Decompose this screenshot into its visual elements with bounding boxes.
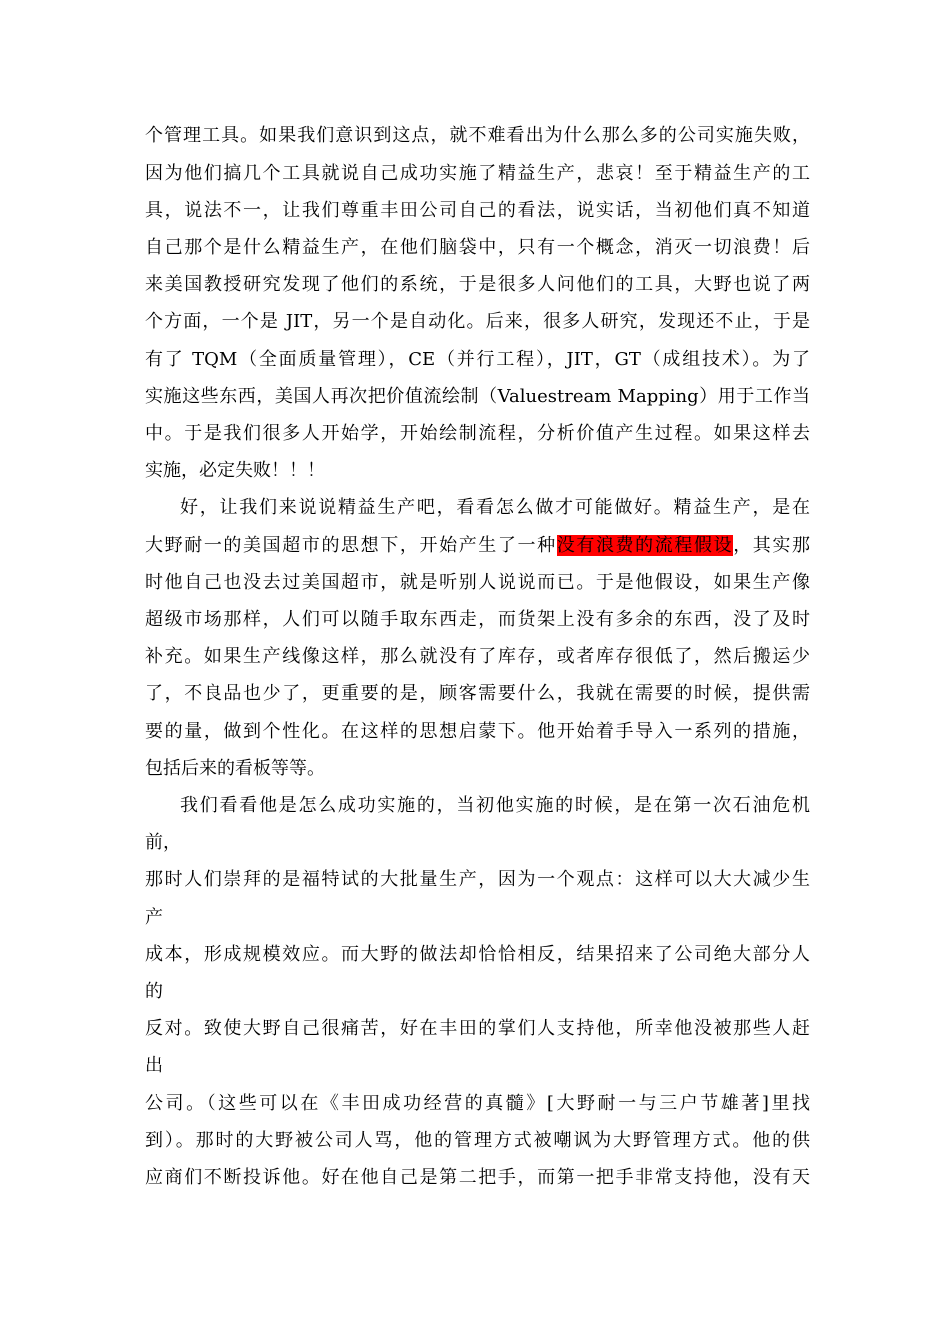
text-line: 自己那个是什么精益生产，在他们脑袋中，只有一个概念，消灭一切浪费！后 [145, 237, 810, 258]
text-line: 成本，形成规模效应。而大野的做法却恰恰相反，结果招来了公司绝大部分人 [145, 944, 810, 965]
text-line: 前， [145, 832, 181, 853]
text-line: 公司。（这些可以在《丰田成功经营的真髓》[大野耐一与三户节雄著]里找 [145, 1093, 810, 1114]
text-line: 来美国教授研究发现了他们的系统，于是很多人问他们的工具，大野也说了两 [145, 274, 810, 295]
text-line: 个管理工具。如果我们意识到这点，就不难看出为什么那么多的公司实施失败， [145, 125, 810, 146]
text-line: 到）。那时的大野被公司人骂，他的管理方式被嘲讽为大野管理方式。他的供 [145, 1130, 810, 1151]
text-line: 反对。致使大野自己很痛苦，好在丰田的掌们人支持他，所幸他没被那些人赶 [145, 1018, 810, 1039]
text-segment: 大野耐一的美国超市的思想下，开始产生了一种 [145, 535, 557, 556]
text-segment: ，其实那 [733, 535, 810, 556]
text-line: 应商们不断投诉他。好在他自己是第二把手，而第一把手非常支持他，没有天 [145, 1167, 810, 1188]
text-line: 中。于是我们很多人开始学，开始绘制流程，分析价值产生过程。如果这样去 [145, 423, 810, 444]
text-line: 实施这些东西，美国人再次把价值流绘制（Valuestream Mapping）用于工作当 [145, 386, 810, 407]
text-line: 实施，必定失败！！！ [145, 460, 325, 481]
paragraph-first-line: 好，让我们来说说精益生产吧，看看怎么做才可能做好。精益生产，是在 [180, 497, 810, 518]
text-line: 要的量，做到个性化。在这样的思想启蒙下。他开始着手导入一系列的措施， [145, 721, 810, 742]
text-line: 的 [145, 981, 163, 1002]
text-line: 超级市场那样，人们可以随手取东西走，而货架上没有多余的东西，没了及时 [145, 609, 810, 630]
text-line: 出 [145, 1055, 163, 1076]
highlighted-text-line [145, 527, 810, 564]
text-line: 有了 TQM（全面质量管理），CE（并行工程），JIT，GT（成组技术）。为了 [145, 349, 810, 370]
text-line: 具，说法不一，让我们尊重丰田公司自己的看法，说实话，当初他们真不知道 [145, 200, 810, 221]
text-line: 那时人们崇拜的是福特试的大批量生产，因为一个观点：这样可以大大减少生 [145, 869, 810, 890]
text-line: 因为他们搞几个工具就说自己成功实施了精益生产，悲哀！至于精益生产的工 [145, 163, 810, 184]
text-line: 了，不良品也少了，更重要的是，顾客需要什么，我就在需要的时候，提供需 [145, 683, 810, 704]
text-line: 产 [145, 907, 163, 928]
paragraph-first-line: 我们看看他是怎么成功实施的，当初他实施的时候，是在第一次石油危机 [180, 795, 810, 816]
highlighted-phrase: 没有浪费的流程假设 [556, 535, 734, 556]
text-line: 个方面，一个是 JIT，另一个是自动化。后来，很多人研究，发现还不止，于是 [145, 311, 810, 332]
text-line: 包括后来的看板等等。 [145, 758, 325, 779]
text-line: 补充。如果生产线像这样，那么就没有了库存，或者库存很低了，然后搬运少 [145, 646, 810, 667]
text-line: 时他自己也没去过美国超市，就是听别人说说而已。于是他假设，如果生产像 [145, 572, 810, 593]
